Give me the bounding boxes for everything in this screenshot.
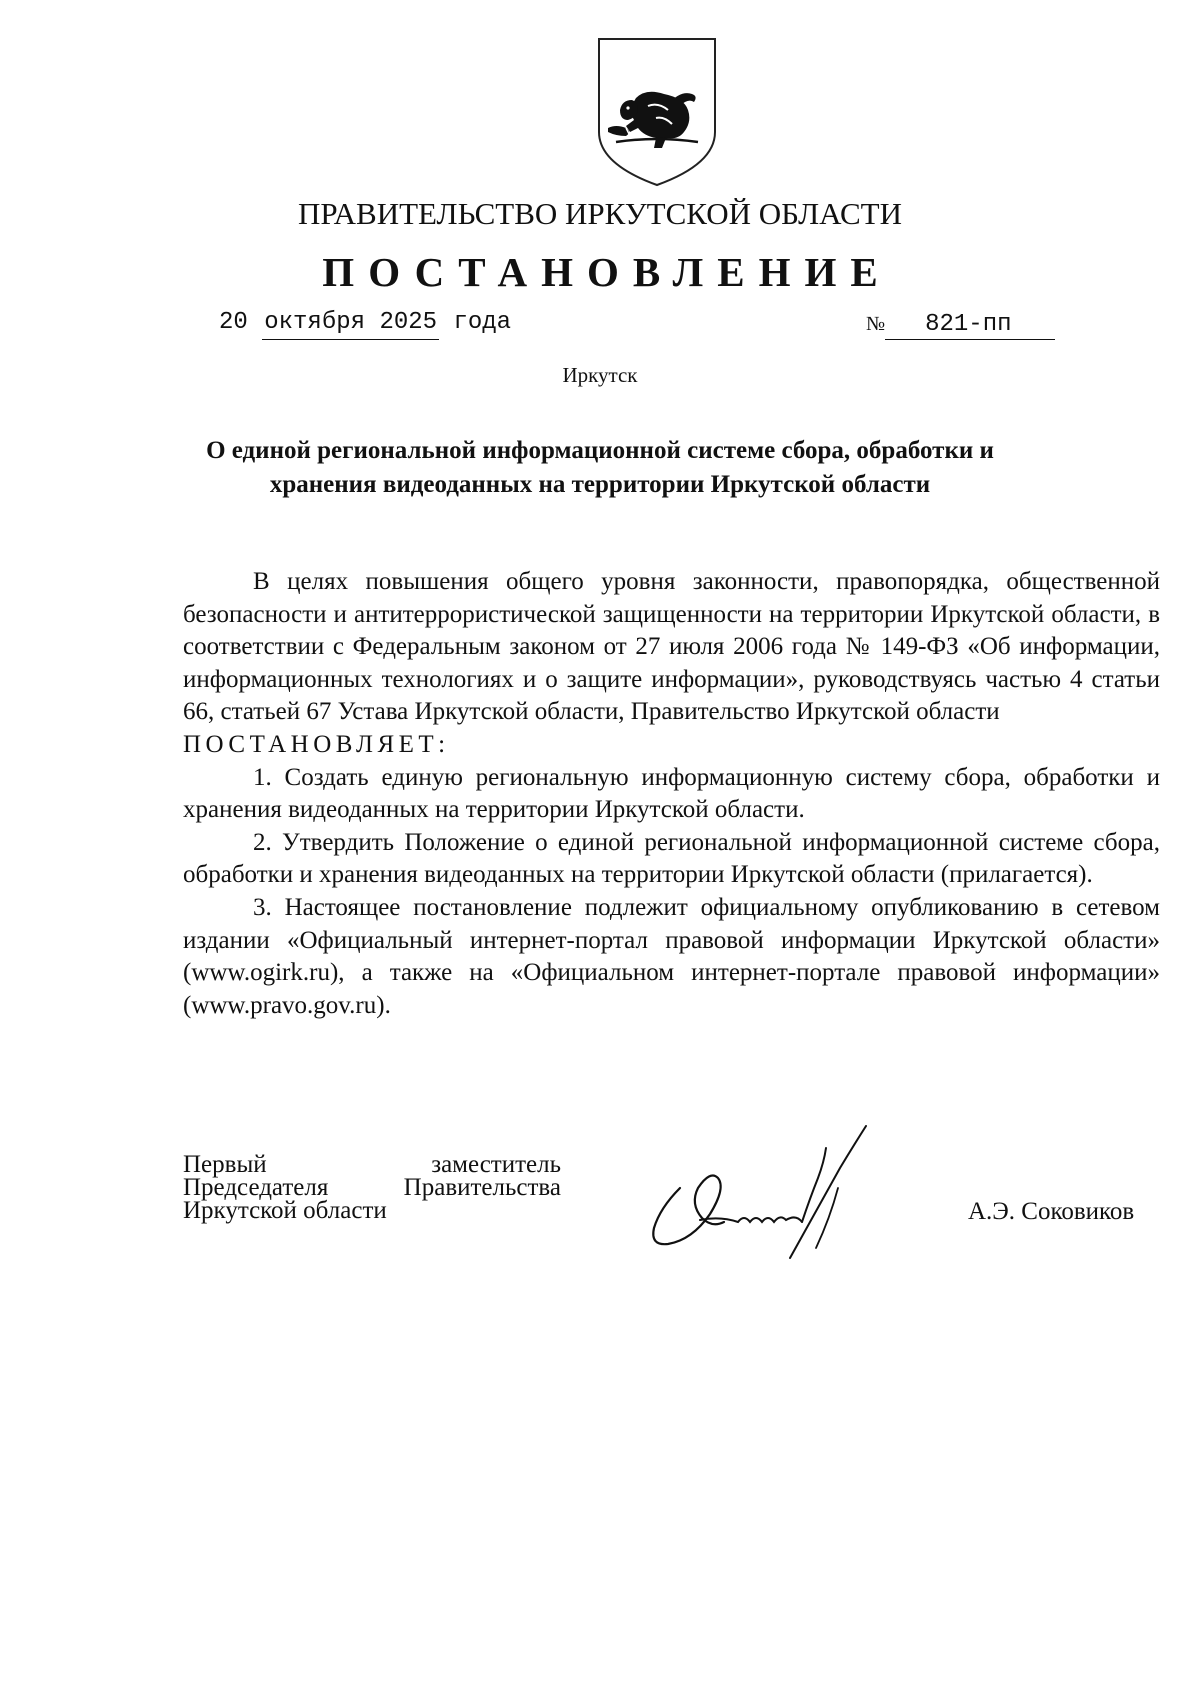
number-sign: № bbox=[866, 313, 886, 335]
position-word: Первый bbox=[183, 1151, 267, 1178]
subject-line: О единой региональной информационной системе сбора, обработки и bbox=[206, 437, 994, 464]
document-body bbox=[183, 566, 1160, 1022]
date-month-year: октября 2025 bbox=[262, 309, 439, 340]
handwritten-signature bbox=[640, 1118, 900, 1268]
position-word: Правительства bbox=[403, 1174, 561, 1201]
city-name: Иркутск bbox=[562, 363, 638, 387]
position-line bbox=[183, 1176, 561, 1199]
date-suffix: года bbox=[453, 309, 512, 336]
document-subject bbox=[200, 434, 1000, 502]
government-title: ПРАВИТЕЛЬСТВО ИРКУТСКОЙ ОБЛАСТИ bbox=[297, 196, 902, 231]
position-word: Председателя bbox=[183, 1174, 329, 1201]
document-date bbox=[219, 309, 511, 340]
document-type-title: ПОСТАНОВЛЕНИЕ bbox=[322, 249, 892, 295]
item-paragraph: 2. Утвердить Положение о единой региональной информационной системе сбора, обработки и хранения видеоданных на территории Иркутской области (прилагается). bbox=[183, 828, 1160, 889]
resolve-word: ПОСТАНОВЛЯЕТ: bbox=[183, 730, 450, 758]
position-word: заместитель bbox=[431, 1151, 561, 1178]
number-value: 821-пп bbox=[885, 311, 1055, 340]
preamble-paragraph: В целях повышения общего уровня законности, правопорядка, общественной безопасности и антитеррористической защищенности на территории Иркутской области, в соответствии с Федеральным законом от 27 июля 2006 года № 149-ФЗ «Об информации, информационных технологиях и о защите информации», руководствуясь частью 4 статьи 66, статьей 67 Устава Иркутской области, Правительство Иркутской области bbox=[183, 568, 1160, 726]
coat-of-arms-emblem bbox=[596, 36, 718, 188]
item-paragraph: 1. Создать единую региональную информационную систему сбора, обработки и хранения видеоданных на территории Иркутской области. bbox=[183, 763, 1160, 824]
position-line: Иркутской области bbox=[183, 1197, 387, 1224]
signer-name: А.Э. Соковиков bbox=[968, 1198, 1135, 1225]
signer-position bbox=[183, 1153, 561, 1222]
document-number bbox=[866, 311, 1055, 340]
date-day: 20 bbox=[219, 309, 248, 336]
position-line bbox=[183, 1153, 561, 1176]
subject-line: хранения видеоданных на территории Иркутской области bbox=[269, 471, 931, 498]
item-paragraph: 3. Настоящее постановление подлежит официальному опубликованию в сетевом издании «Официальный интернет-портал правовой информации Иркутской области» (www.ogirk.ru), а также на «Официальном интернет-портале правовой информации» (www.pravo.gov.ru). bbox=[183, 893, 1160, 1019]
